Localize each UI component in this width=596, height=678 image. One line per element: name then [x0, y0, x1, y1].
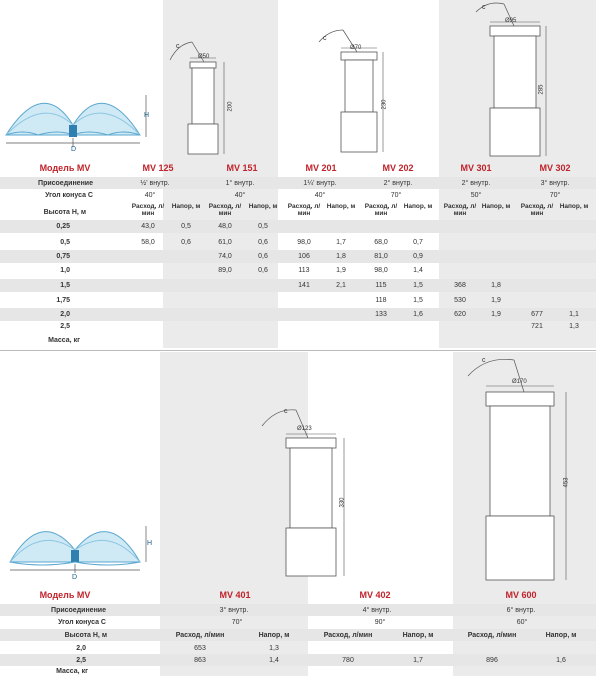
table-cell: 620 — [454, 311, 466, 318]
fountain-illustration-bottom — [5, 518, 155, 590]
nozzle-dia-mv201: Ø70 — [350, 45, 362, 51]
table-cell: 1,7 — [336, 239, 346, 246]
connection-mv401: 3° внутр. — [219, 607, 249, 614]
model-mv201: MV 201 — [305, 163, 337, 173]
flow-header-mv202: Расход, л/мин — [364, 203, 398, 217]
nozzle-drawing-mv600 — [460, 352, 590, 586]
nozzle-dia-mv600: Ø170 — [512, 379, 527, 385]
flow-header-mv125: Расход, л/мин — [131, 203, 165, 217]
angle-mv125: 40° — [144, 192, 156, 199]
table-cell: 74,0 — [218, 253, 232, 260]
table-cell: 1,7 — [413, 657, 423, 664]
height-value: 1,0 — [60, 267, 70, 274]
connection-mv125: ½' внутр. — [140, 180, 170, 187]
table-cell: 0,5 — [258, 223, 268, 230]
nozzle-len-mv125: 200 — [227, 101, 234, 112]
table-cell: 368 — [454, 282, 466, 289]
models-label: Модель MV — [39, 163, 91, 173]
height-value: 1,5 — [60, 282, 70, 289]
table-cell: 81,0 — [374, 253, 388, 260]
pressure-header-mv125: Напор, м — [171, 203, 201, 210]
flow-header-mv401: Расход, л/мин — [175, 632, 225, 639]
table-cell: 58,0 — [141, 239, 155, 246]
table-cell: 0,9 — [413, 253, 423, 260]
flow-header-mv301: Расход, л/мин — [443, 203, 477, 217]
height-label-bottom: Высота H, м — [64, 632, 107, 639]
table-cell: 61,0 — [218, 239, 232, 246]
table-cell: 1,6 — [413, 311, 423, 318]
table-cell: 113 — [298, 267, 310, 274]
angle-label-bottom: Угол конуса С — [58, 619, 106, 626]
table-row — [0, 220, 596, 233]
flow-header-mv402: Расход, л/мин — [323, 632, 373, 639]
height-value: 2,0 — [76, 645, 86, 652]
nozzle-c-mv401: c — [284, 408, 288, 415]
table-cell: 653 — [194, 645, 206, 652]
table-cell: 1,5 — [413, 297, 423, 304]
nozzle-c-mv301: c — [482, 4, 486, 11]
pressure-header-mv401: Напор, м — [258, 632, 290, 639]
angle-mv600: 60° — [516, 619, 528, 626]
pressure-header-mv301: Напор, м — [481, 203, 511, 210]
pressure-header-mv201: Напор, м — [326, 203, 356, 210]
height-value: 2,5 — [60, 323, 70, 330]
nozzle-c-mv125: c — [176, 43, 180, 50]
table-cell: 721 — [531, 323, 543, 330]
pressure-header-mv202: Напор, м — [403, 203, 433, 210]
height-value: 1,75 — [56, 297, 70, 304]
angle-mv402: 90° — [374, 619, 386, 626]
angle-mv301: 50° — [470, 192, 482, 199]
mass-label-bottom: Масса, кг — [56, 668, 88, 675]
table-cell: 1,5 — [413, 282, 423, 289]
model-mv302: MV 302 — [539, 163, 571, 173]
table-cell: 1,6 — [556, 657, 566, 664]
height-value: 2,0 — [60, 311, 70, 318]
table-cell: 0,6 — [258, 253, 268, 260]
table-cell: 89,0 — [218, 267, 232, 274]
model-mv600: MV 600 — [505, 590, 537, 600]
table-cell: 2,1 — [336, 282, 346, 289]
connection-label: Присоединение — [38, 180, 93, 187]
angle-mv151: 40° — [234, 192, 246, 199]
table-cell: 1,1 — [569, 311, 579, 318]
nozzle-dia-mv301: Ø95 — [505, 18, 517, 24]
bottom-section — [0, 352, 596, 678]
fountain-d-label: D — [71, 146, 77, 153]
table-cell: 98,0 — [297, 239, 311, 246]
nozzle-c-mv201: c — [323, 35, 327, 42]
flow-header-mv302: Расход, л/мин — [520, 203, 554, 217]
connection-mv302: 3° внутр. — [540, 180, 570, 187]
table-cell: 1,3 — [569, 323, 579, 330]
table-cell: 677 — [531, 311, 543, 318]
table-cell: 118 — [375, 297, 387, 304]
section-divider — [0, 350, 596, 351]
nozzle-len-mv600: 453 — [563, 477, 570, 488]
table-cell: 0,7 — [413, 239, 423, 246]
nozzle-c-mv600: c — [482, 357, 486, 364]
connection-mv301: 2° внутр. — [461, 180, 491, 187]
nozzle-dia-mv401: Ø123 — [297, 426, 312, 432]
angle-mv201: 40° — [314, 192, 326, 199]
nozzle-len-mv301: 285 — [538, 84, 545, 95]
flow-header-mv151: Расход, л/мин — [208, 203, 242, 217]
model-mv151: MV 151 — [226, 163, 258, 173]
model-mv301: MV 301 — [460, 163, 492, 173]
table-cell: 0,6 — [181, 239, 191, 246]
height-label: Высота H, м — [43, 209, 86, 216]
table-cell: 0,6 — [258, 239, 268, 246]
angle-mv401: 70° — [231, 619, 243, 626]
table-cell: 1,9 — [336, 267, 346, 274]
height-value: 0,25 — [56, 223, 70, 230]
table-cell: 0,5 — [181, 223, 191, 230]
fountain-illustration-top — [3, 85, 153, 157]
height-value: 2,5 — [76, 657, 86, 664]
nozzle-drawing-mv401-402 — [258, 402, 368, 582]
height-value: 0,75 — [56, 253, 70, 260]
model-mv402: MV 402 — [359, 590, 391, 600]
table-cell: 530 — [454, 297, 466, 304]
fountain-h-label: H — [144, 112, 150, 119]
table-cell: 68,0 — [374, 239, 388, 246]
pressure-header-mv151: Напор, м — [248, 203, 278, 210]
flow-header-mv201: Расход, л/мин — [287, 203, 321, 217]
height-value: 0,5 — [60, 239, 70, 246]
table-cell: 1,8 — [336, 253, 346, 260]
table-row — [0, 320, 596, 333]
table-cell: 43,0 — [141, 223, 155, 230]
table-cell: 106 — [298, 253, 310, 260]
pressure-header-mv302: Напор, м — [559, 203, 589, 210]
models-label-bottom: Модель MV — [39, 590, 91, 600]
angle-mv202: 70° — [390, 192, 402, 199]
table-cell: 1,8 — [491, 282, 501, 289]
connection-mv202: 2° внутр. — [383, 180, 413, 187]
model-mv125: MV 125 — [142, 163, 174, 173]
table-cell: 133 — [375, 311, 387, 318]
connection-mv151: 1° внутр. — [225, 180, 255, 187]
model-mv202: MV 202 — [382, 163, 414, 173]
fountain-d-label-bottom: D — [72, 574, 78, 581]
table-cell: 141 — [298, 282, 310, 289]
table-cell: 1,4 — [413, 267, 423, 274]
table-cell: 0,6 — [258, 267, 268, 274]
table-cell: 115 — [375, 282, 387, 289]
table-cell: 98,0 — [374, 267, 388, 274]
table-cell: 1,9 — [491, 311, 501, 318]
connection-mv201: 1¼' внутр. — [303, 180, 337, 187]
table-cell: 48,0 — [218, 223, 232, 230]
table-cell: 1,9 — [491, 297, 501, 304]
nozzle-len-mv201: 230 — [381, 99, 388, 110]
angle-label: Угол конуса С — [45, 192, 93, 199]
mass-label: Масса, кг — [48, 337, 80, 344]
pressure-header-mv600: Напор, м — [545, 632, 577, 639]
model-mv401: MV 401 — [219, 590, 251, 600]
fountain-h-label-bottom: H — [147, 540, 153, 547]
table-cell: 780 — [342, 657, 354, 664]
connection-label-bottom: Присоединение — [51, 607, 106, 614]
angle-mv302: 70° — [549, 192, 561, 199]
connection-mv600: 6° внутр. — [506, 607, 536, 614]
pressure-header-mv402: Напор, м — [402, 632, 434, 639]
flow-header-mv600: Расход, л/мин — [467, 632, 517, 639]
nozzle-dia-mv125: Ø50 — [198, 54, 210, 60]
table-cell: 863 — [194, 657, 206, 664]
nozzle-len-mv401: 330 — [339, 497, 346, 508]
connection-mv402: 4° внутр. — [362, 607, 392, 614]
table-cell: 1,4 — [269, 657, 279, 664]
table-cell: 896 — [486, 657, 498, 664]
table-cell: 1,3 — [269, 645, 279, 652]
